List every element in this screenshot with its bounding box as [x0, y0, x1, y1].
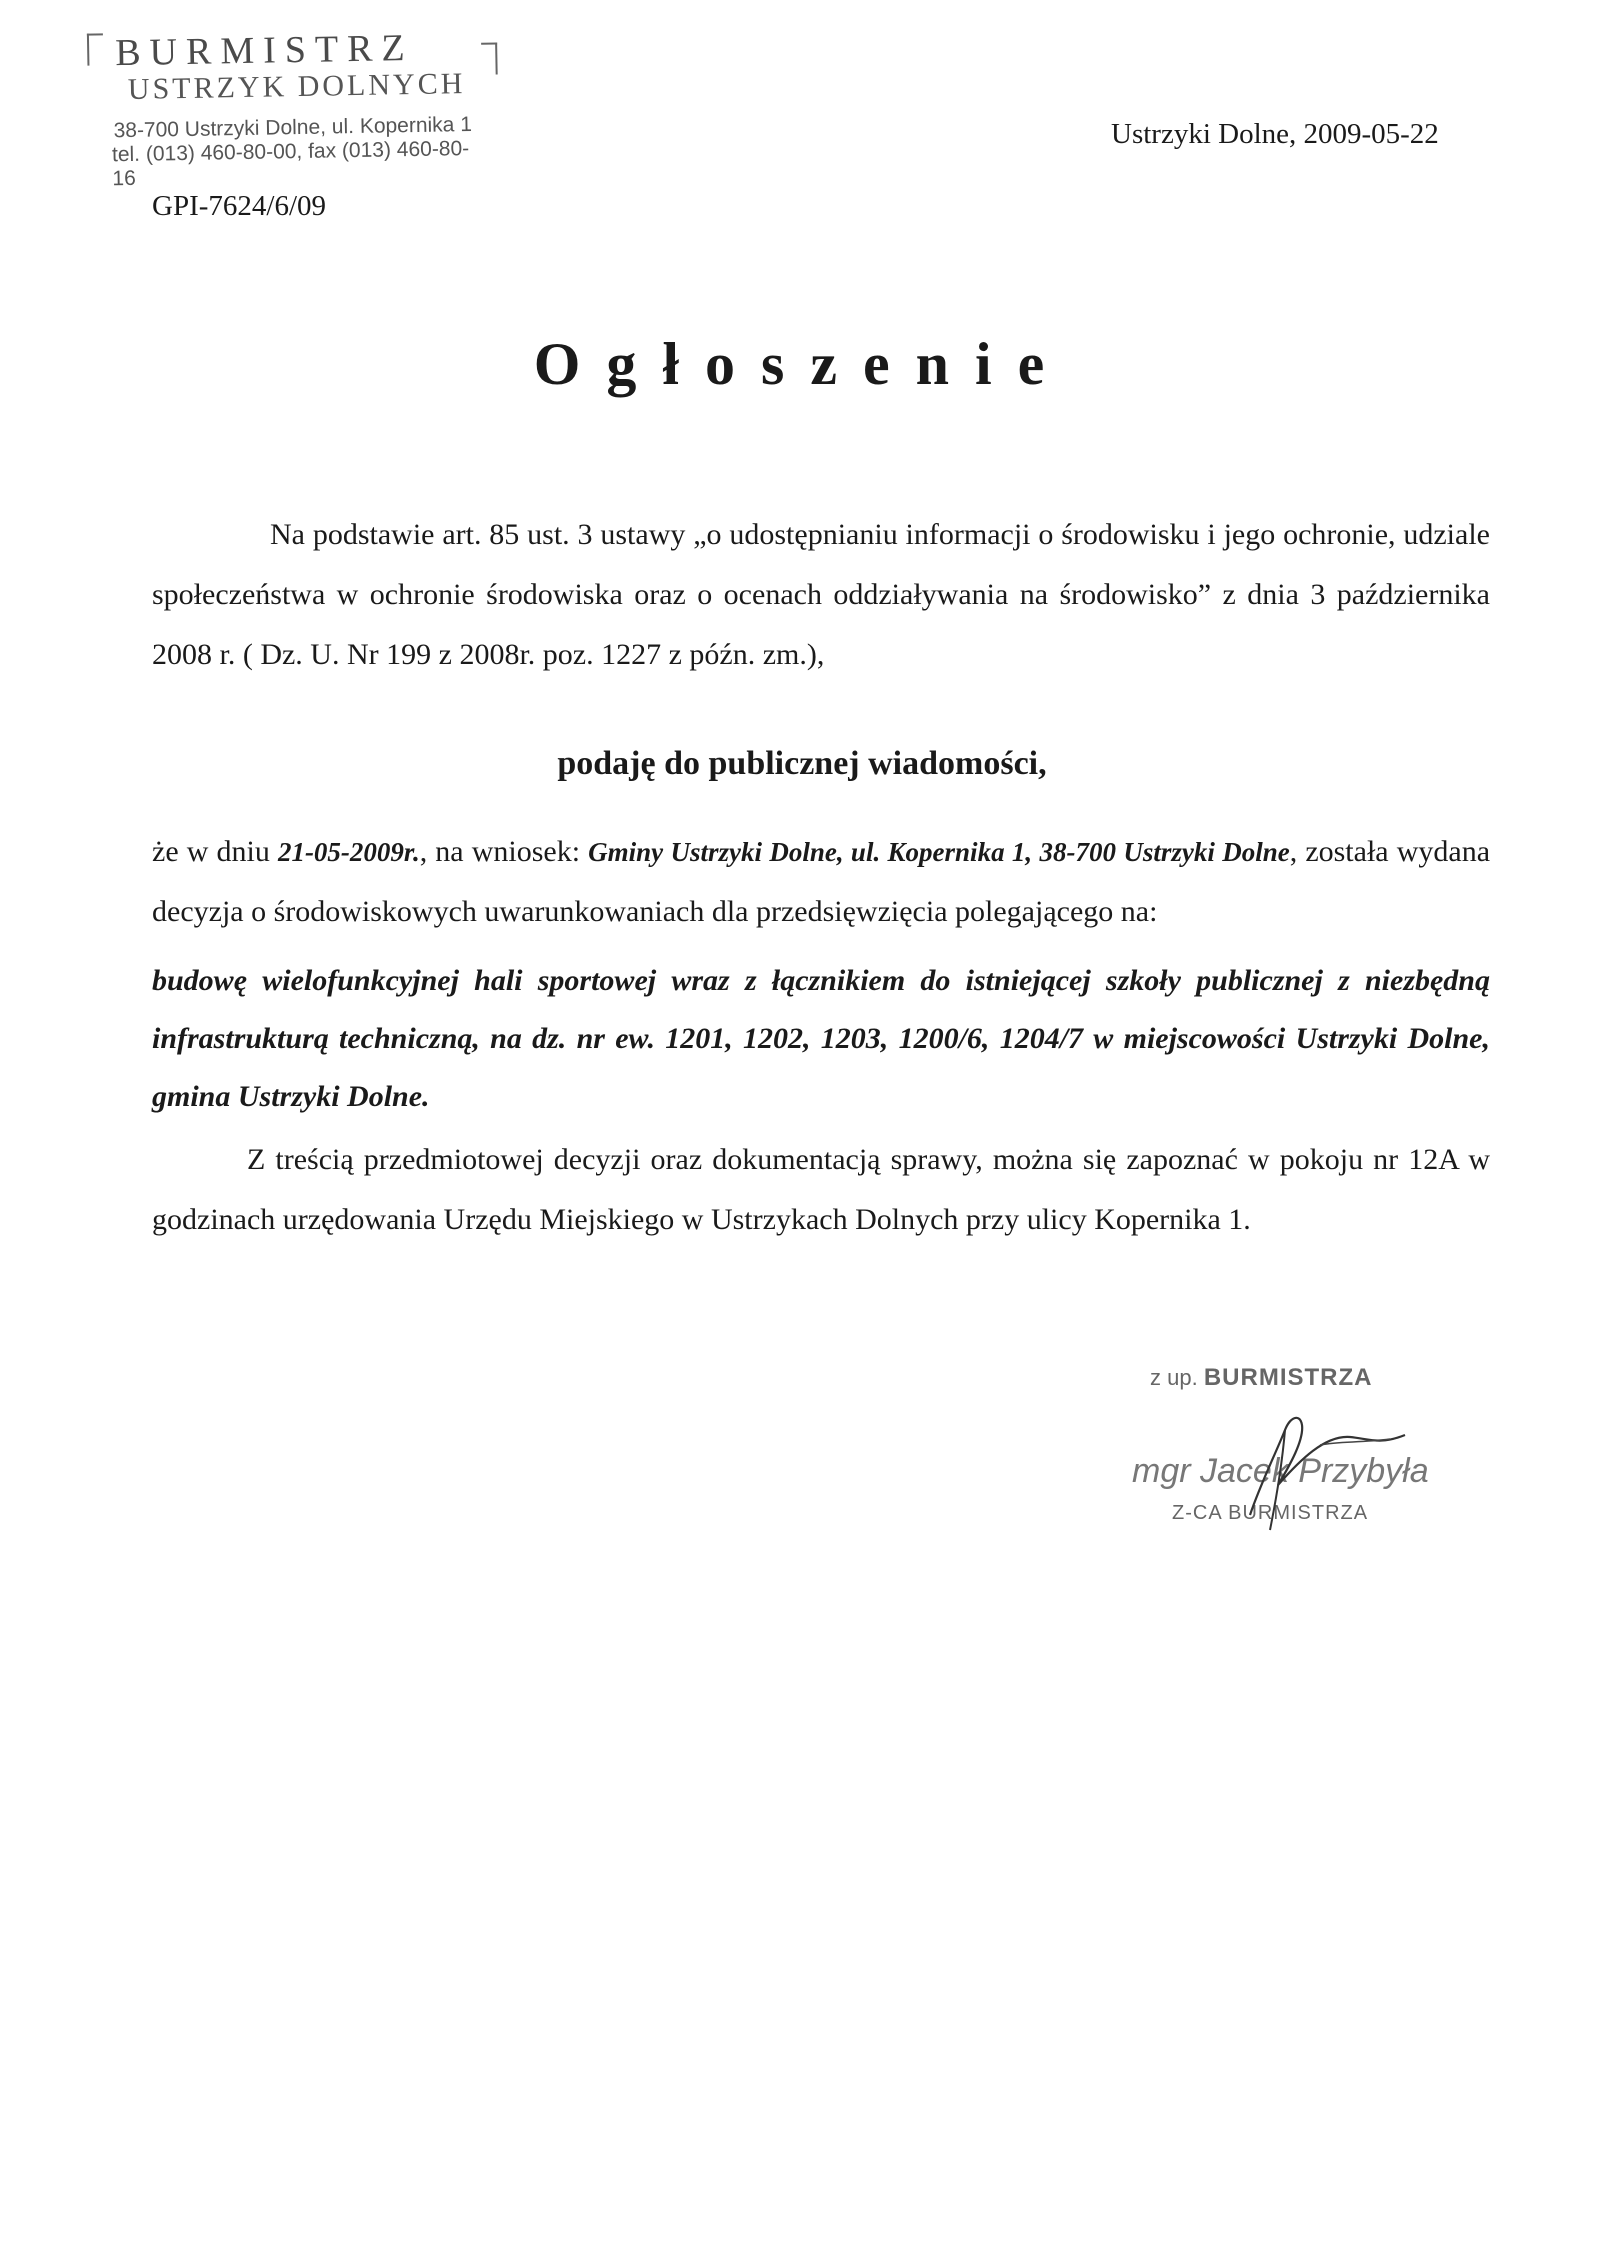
- signature-authority: [1150, 1364, 1372, 1392]
- handwritten-signature: [1230, 1405, 1410, 1535]
- stamp-subtitle: USTRZYK DOLNYCH: [127, 67, 466, 106]
- legal-basis-paragraph: Na podstawie art. 85 ust. 3 ustawy „o udostępnianiu informacji o środowisku i jego ochronie, udziale społeczeństwa w ochronie środowiska oraz o ocenach oddziaływania na środowisko” z dnia 3 października 2008 r. ( Dz. U. Nr 199 z 2008r. poz. 1227 z późn. zm.),: [152, 518, 1490, 671]
- decision-prefix: że w dniu: [152, 835, 278, 868]
- decision-paragraph: [152, 822, 1490, 942]
- decision-mid: , na wniosek:: [419, 835, 589, 868]
- decision-date: 21-05-2009r.: [277, 837, 420, 867]
- stamp-corner-right: [481, 43, 498, 75]
- stamp-corner-left: [87, 33, 104, 65]
- zup-title: BURMISTRZA: [1203, 1364, 1373, 1391]
- stamp-address: 38-700 Ustrzyki Dolne, ul. Kopernika 1: [113, 112, 473, 143]
- document-title: Ogłoszenie: [533, 331, 1071, 397]
- place-and-date: Ustrzyki Dolne, 2009-05-22: [1111, 118, 1439, 150]
- decision-suffix: , została wydana decyzja o środowiskowych uwarunkowaniach dla przedsięwzięcia polegającego na:: [152, 835, 1491, 928]
- access-info-paragraph: Z treścią przedmiotowej decyzji oraz dokumentacją sprawy, można się zapoznać w pokoju nr 12A w godzinach urzędowania Urzędu Miejskiego w Ustrzykach Dolnych przy ulicy Kopernika 1.: [152, 1143, 1490, 1236]
- announcement-heading: podaję do publicznej wiadomości,: [557, 745, 1047, 782]
- stamp-title: BURMISTRZ: [114, 26, 415, 75]
- zup-prefix: z up.: [1150, 1365, 1198, 1390]
- office-stamp: [107, 17, 490, 191]
- stamp-phone: tel. (013) 460-80-00, fax (013) 460-80-16: [111, 137, 470, 191]
- project-description: budowę wielofunkcyjnej hali sportowej wraz z łącznikiem do istniejącej szkoły publicznej z niezbędną infrastrukturą techniczną, na dz. nr ew. 1201, 1202, 1203, 1200/6, 1204/7 w miejscowości Ustrzyki Dolne, gmina Ustrzyki Dolne.: [152, 964, 1490, 1113]
- signatory-name: mgr Jacek Przybyła: [1132, 1452, 1429, 1490]
- reference-number: GPI-7624/6/09: [152, 190, 326, 222]
- signatory-function: Z-CA BURMISTRZA: [1172, 1502, 1369, 1524]
- applicant: Gminy Ustrzyki Dolne, ul. Kopernika 1, 38-700 Ustrzyki Dolne: [588, 837, 1290, 867]
